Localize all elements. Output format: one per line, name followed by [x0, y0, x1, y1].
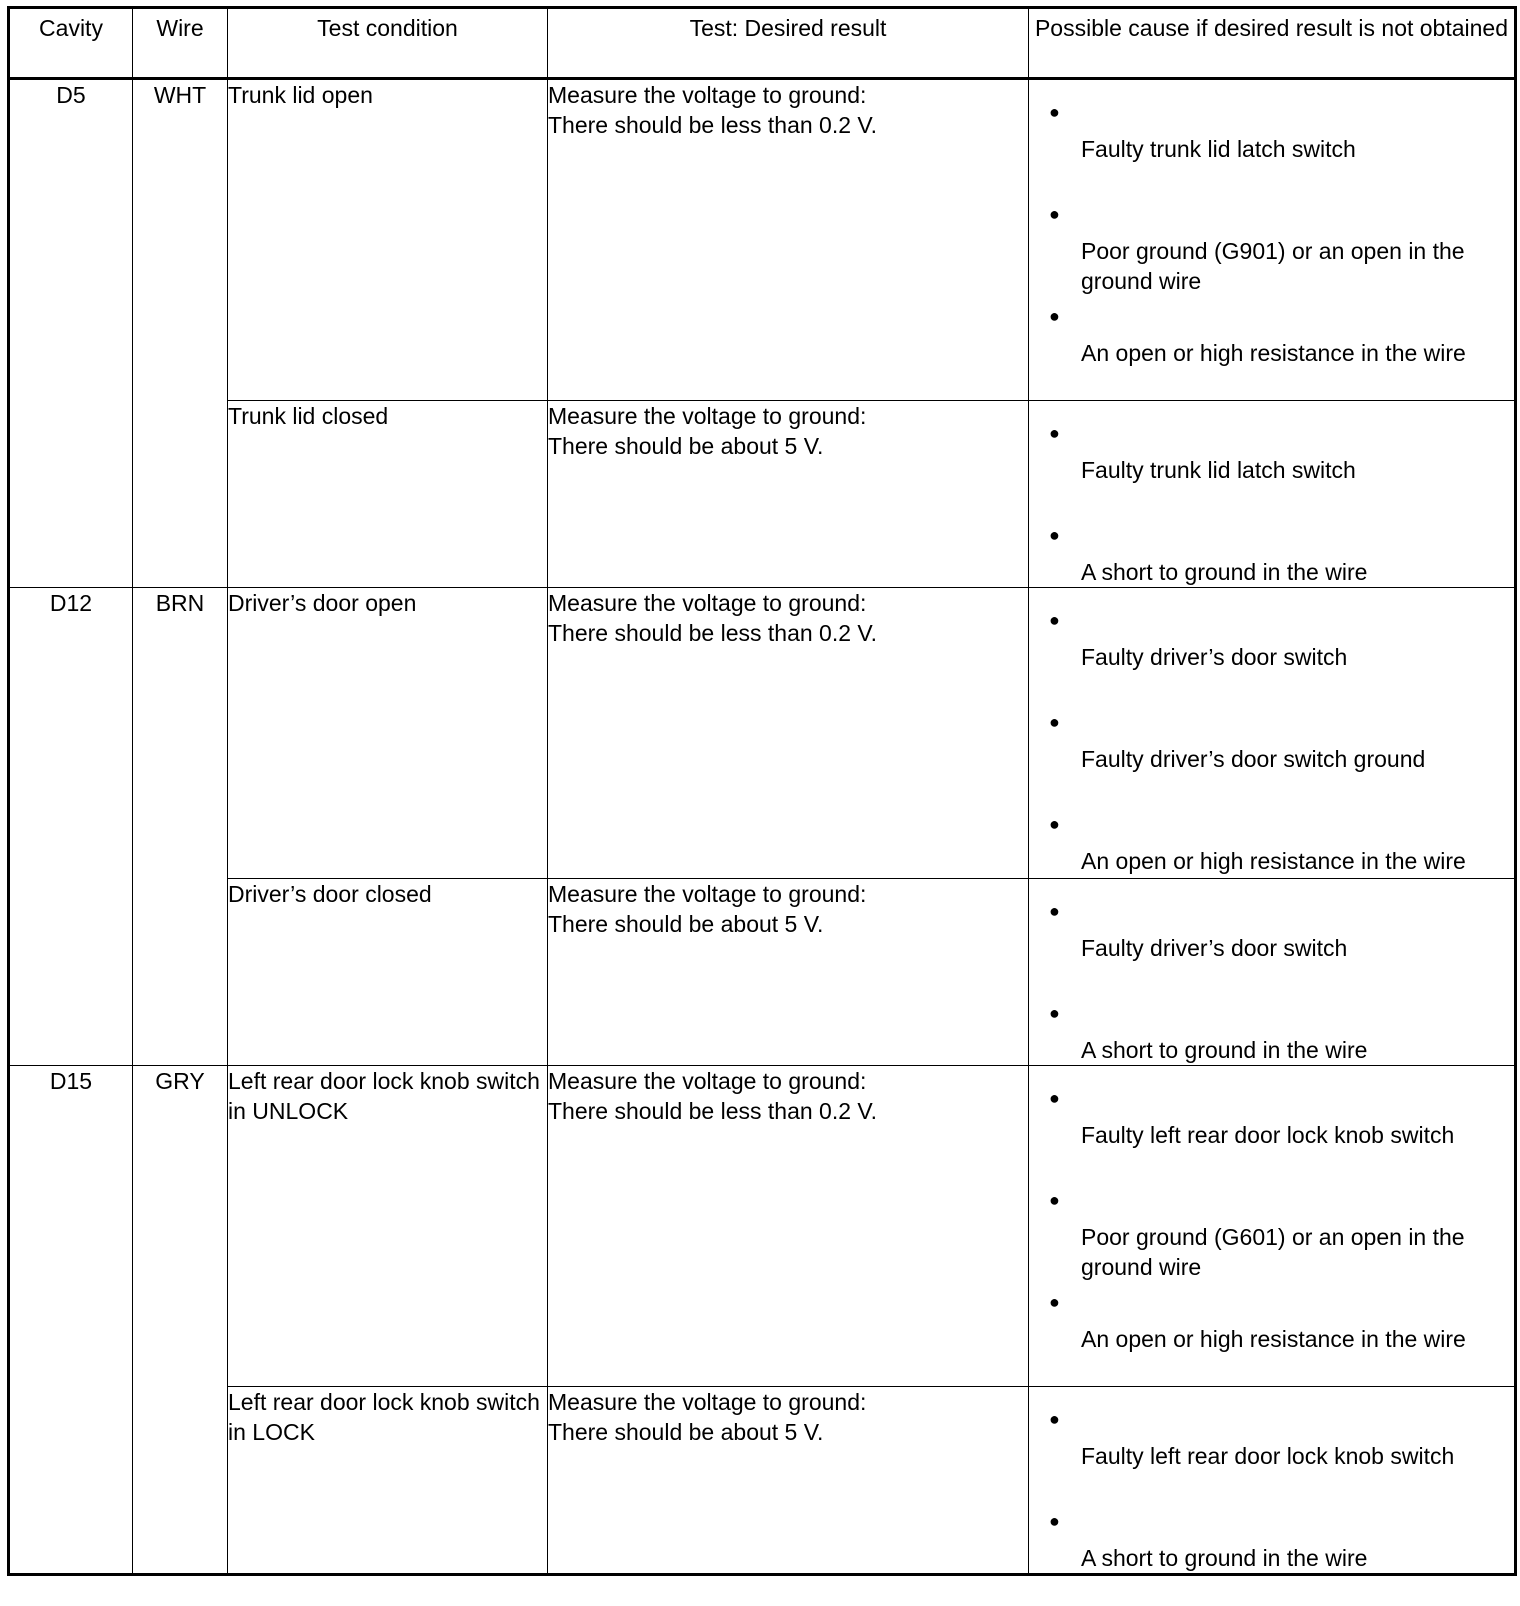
table-row: [9, 588, 1516, 879]
cause-text: An open or high resistance in the wire: [1081, 848, 1466, 874]
result-line: Measure the voltage to ground:: [548, 403, 867, 429]
table-row: [9, 1387, 1516, 1575]
bullet-icon: ●: [1049, 712, 1060, 732]
header-wire: Wire: [133, 8, 228, 79]
result-line: Measure the voltage to ground:: [548, 881, 867, 907]
condition-cell: Driver’s door open: [228, 588, 548, 879]
result-line: There should be less than 0.2 V.: [548, 1098, 878, 1124]
bullet-icon: ●: [1049, 204, 1060, 224]
table-row: [9, 879, 1516, 1066]
causes-cell: [1029, 1066, 1516, 1387]
cause-item: [1029, 423, 1514, 485]
result-line: There should be less than 0.2 V.: [548, 112, 878, 138]
header-desired-result: Test: Desired result: [548, 8, 1029, 79]
cause-item: [1029, 102, 1514, 164]
result-line: There should be about 5 V.: [548, 911, 824, 937]
diagnostic-table: [7, 6, 1517, 1576]
causes-cell: [1029, 401, 1516, 588]
cause-item: [1029, 1003, 1514, 1065]
condition-cell: Left rear door lock knob switch in LOCK: [228, 1387, 548, 1575]
cause-text: A short to ground in the wire: [1081, 559, 1368, 585]
wire-cell: GRY: [133, 1066, 228, 1575]
result-line: There should be less than 0.2 V.: [548, 620, 878, 646]
bullet-icon: ●: [1049, 1511, 1060, 1531]
cavity-cell: D12: [9, 588, 133, 1066]
cause-item: [1029, 1088, 1514, 1150]
causes-cell: [1029, 79, 1516, 401]
cavity-cell: D5: [9, 79, 133, 588]
bullet-icon: ●: [1049, 901, 1060, 921]
bullet-icon: ●: [1049, 1292, 1060, 1312]
result-line: Measure the voltage to ground:: [548, 1068, 867, 1094]
header-possible-cause: Possible cause if desired result is not obtained: [1029, 8, 1516, 79]
wire-cell: BRN: [133, 588, 228, 1066]
cause-text: Faulty left rear door lock knob switch: [1081, 1122, 1455, 1148]
bullet-icon: ●: [1049, 610, 1060, 630]
cause-text: Faulty left rear door lock knob switch: [1081, 1443, 1455, 1469]
cause-text: Faulty trunk lid latch switch: [1081, 136, 1356, 162]
header-row: [9, 8, 1516, 79]
bullet-icon: ●: [1049, 814, 1060, 834]
wire-cell: WHT: [133, 79, 228, 588]
cause-item: [1029, 712, 1514, 774]
cause-text: An open or high resistance in the wire: [1081, 340, 1466, 366]
result-line: Measure the voltage to ground:: [548, 590, 867, 616]
result-line: There should be about 5 V.: [548, 1419, 824, 1445]
cavity-cell: D15: [9, 1066, 133, 1575]
result-cell: [548, 588, 1029, 879]
cause-text: Faulty driver’s door switch: [1081, 935, 1348, 961]
bullet-icon: ●: [1049, 423, 1060, 443]
result-line: Measure the voltage to ground:: [548, 1389, 867, 1415]
header-test-condition: Test condition: [228, 8, 548, 79]
cause-item: [1029, 901, 1514, 963]
cause-item: [1029, 1190, 1514, 1282]
result-line: Measure the voltage to ground:: [548, 82, 867, 108]
cause-item: [1029, 1292, 1514, 1354]
cause-item: [1029, 525, 1514, 587]
bullet-icon: ●: [1049, 1190, 1060, 1210]
causes-cell: [1029, 1387, 1516, 1575]
condition-cell: Left rear door lock knob switch in UNLOCK: [228, 1066, 548, 1387]
result-cell: [548, 1066, 1029, 1387]
bullet-icon: ●: [1049, 306, 1060, 326]
cause-item: [1029, 204, 1514, 296]
bullet-icon: ●: [1049, 102, 1060, 122]
cause-text: Faulty trunk lid latch switch: [1081, 457, 1356, 483]
cause-item: [1029, 610, 1514, 672]
cause-item: [1029, 814, 1514, 876]
cause-text: Poor ground (G901) or an open in the ground wire: [1081, 238, 1465, 294]
result-line: There should be about 5 V.: [548, 433, 824, 459]
bullet-icon: ●: [1049, 1409, 1060, 1429]
bullet-icon: ●: [1049, 1003, 1060, 1023]
condition-cell: Trunk lid open: [228, 79, 548, 401]
causes-cell: [1029, 879, 1516, 1066]
causes-cell: [1029, 588, 1516, 879]
result-cell: [548, 401, 1029, 588]
condition-cell: Trunk lid closed: [228, 401, 548, 588]
table-row: [9, 79, 1516, 401]
bullet-icon: ●: [1049, 1088, 1060, 1108]
bullet-icon: ●: [1049, 525, 1060, 545]
result-cell: [548, 1387, 1029, 1575]
cause-text: Poor ground (G601) or an open in the ground wire: [1081, 1224, 1465, 1280]
cause-text: A short to ground in the wire: [1081, 1037, 1368, 1063]
cause-text: An open or high resistance in the wire: [1081, 1326, 1466, 1352]
cause-item: [1029, 1511, 1514, 1573]
condition-cell: Driver’s door closed: [228, 879, 548, 1066]
cause-item: [1029, 1409, 1514, 1471]
cause-text: Faulty driver’s door switch ground: [1081, 746, 1426, 772]
result-cell: [548, 79, 1029, 401]
cause-text: A short to ground in the wire: [1081, 1545, 1368, 1571]
header-cavity: Cavity: [9, 8, 133, 79]
cause-item: [1029, 306, 1514, 368]
cause-text: Faulty driver’s door switch: [1081, 644, 1348, 670]
result-cell: [548, 879, 1029, 1066]
table-row: [9, 1066, 1516, 1387]
table-row: [9, 401, 1516, 588]
